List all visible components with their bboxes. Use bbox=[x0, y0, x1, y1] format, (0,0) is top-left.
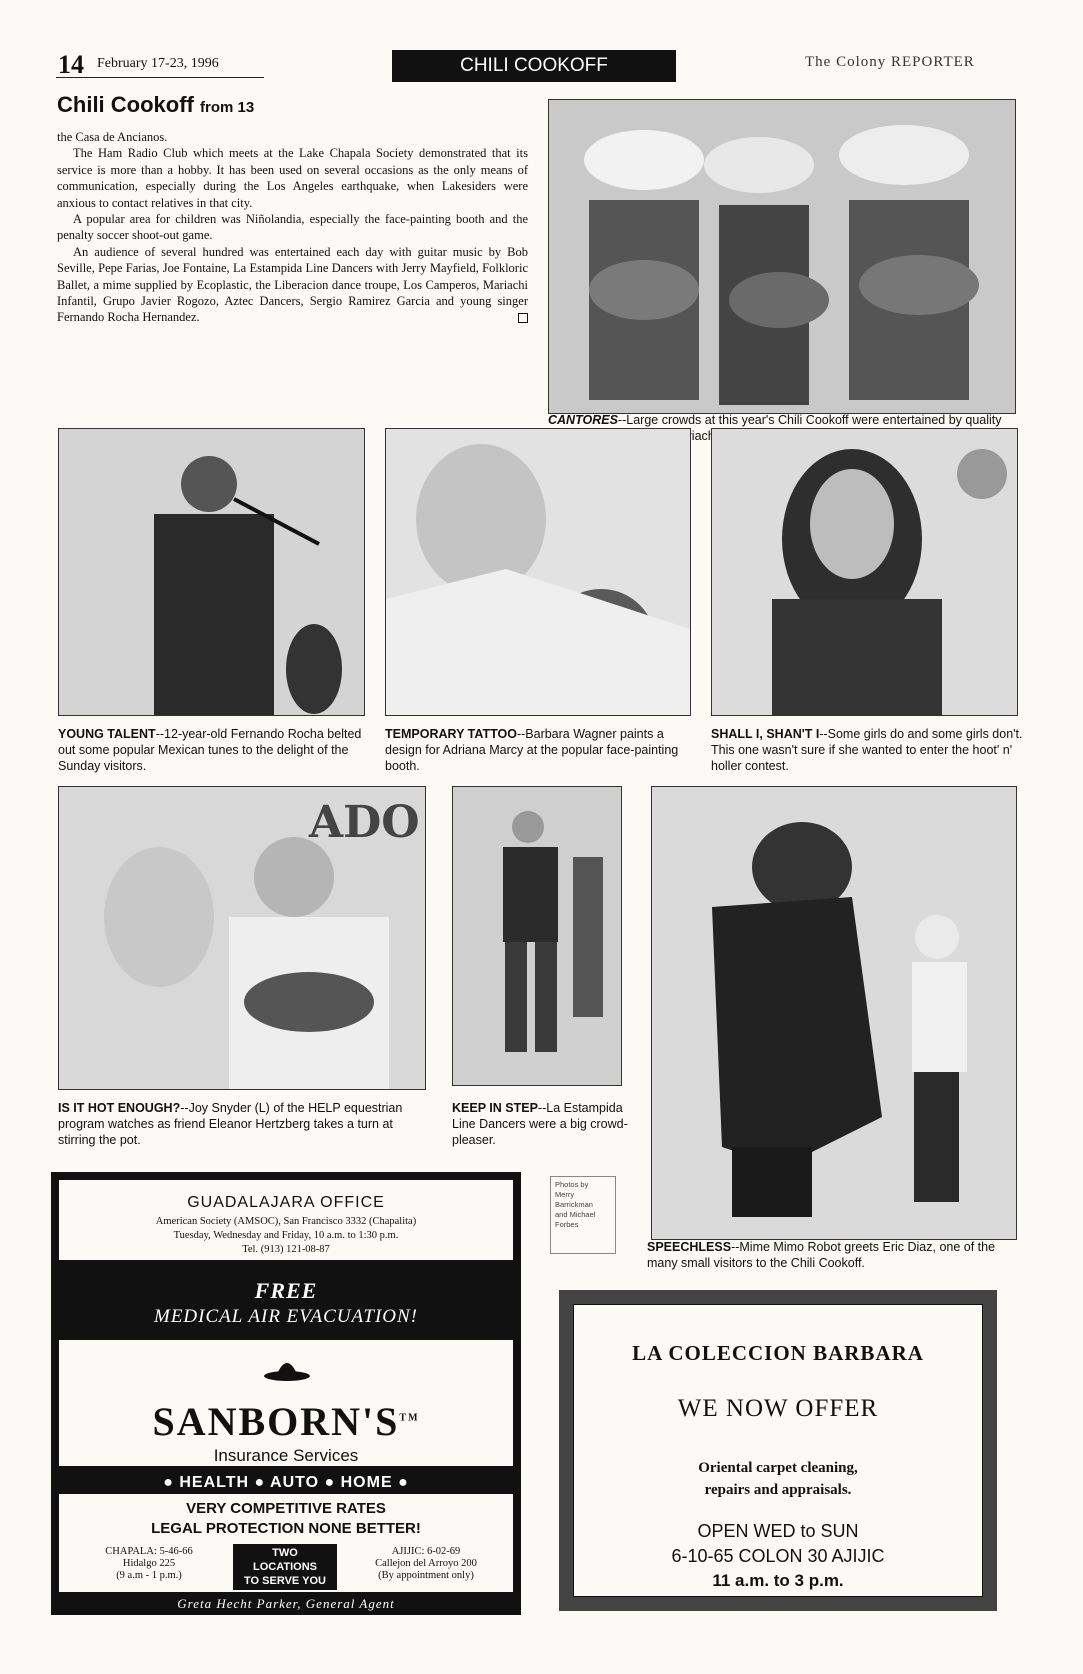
photo-temporary-tattoo bbox=[385, 428, 691, 716]
air-evacuation-text: MEDICAL AIR EVACUATION! bbox=[154, 1306, 418, 1327]
office-title: GUADALAJARA OFFICE bbox=[187, 1194, 385, 1211]
legal-text: LEGAL PROTECTION NONE BETTER! bbox=[151, 1520, 421, 1537]
rates-text: VERY COMPETITIVE RATES bbox=[186, 1500, 386, 1517]
caption-temporary-tattoo: TEMPORARY TATTOO--Barbara Wagner paints a design for Adriana Marcy at the popular face-painting booth. bbox=[385, 727, 679, 773]
barbara-open-days: OPEN WED to SUN bbox=[697, 1521, 859, 1541]
general-agent: Greta Hecht Parker, General Agent bbox=[177, 1596, 395, 1611]
ad-sanborns bbox=[51, 1172, 521, 1615]
barbara-address: 6-10-65 COLON 30 AJIJIC bbox=[671, 1546, 885, 1566]
chapala-location: CHAPALA: 5-46-66 Hidalgo 225 (9 a.m - 1 p.m.) bbox=[105, 1546, 193, 1581]
sombrero-icon bbox=[263, 1352, 311, 1382]
end-mark bbox=[518, 313, 528, 323]
barbara-services-2: repairs and appraisals. bbox=[704, 1482, 852, 1498]
locations-badge: TWO LOCATIONS TO SERVE YOU bbox=[233, 1544, 337, 1590]
barbara-time: 11 a.m. to 3 p.m. bbox=[712, 1571, 844, 1590]
office-hours: Tuesday, Wednesday and Friday, 10 a.m. to 1:30 p.m. bbox=[173, 1230, 399, 1241]
photo-mariachi-infantil bbox=[548, 99, 1016, 414]
office-phone: Tel. (913) 121-08-87 bbox=[242, 1244, 330, 1255]
continued-from: from 13 bbox=[200, 99, 255, 116]
header-rule bbox=[56, 77, 264, 78]
paper-name: The Colony REPORTER bbox=[805, 54, 975, 70]
ad-frame bbox=[573, 1304, 983, 1597]
barbara-services: Oriental carpet cleaning, bbox=[698, 1460, 858, 1476]
section-banner: CHILI COOKOFF bbox=[392, 50, 676, 82]
headline bbox=[57, 92, 254, 118]
caption-hot-enough: IS IT HOT ENOUGH?--Joy Snyder (L) of the HELP equestrian program watches as friend Eleanor Hertzberg takes a turn at stirring the pot. bbox=[58, 1101, 403, 1147]
article-paragraph: The Ham Radio Club which meets at the Lake Chapala Society demonstrated that its service is more than a hobby. It has been used on several occasions as the only means of communication, especially during the Los Angeles earthquake, when Lakesiders were anxious to contact relatives in that city. bbox=[57, 146, 528, 210]
office-address: American Society (AMSOC), San Francisco 3332 (Chapalita) bbox=[155, 1216, 417, 1227]
issue-date: February 17-23, 1996 bbox=[97, 56, 219, 71]
caption-shall-i: SHALL I, SHAN'T I--Some girls do and some girls don't. This one wasn't sure if she wanted to enter the hoot' n' holler contest. bbox=[711, 727, 1023, 773]
barbara-title: LA COLECCION BARBARA bbox=[632, 1341, 924, 1365]
article-paragraph: the Casa de Ancianos. bbox=[57, 130, 168, 144]
photo-credits: Photos by Merry Barrickman and Michael Forbes bbox=[550, 1176, 616, 1254]
photo-young-talent bbox=[58, 428, 365, 716]
photo-keep-in-step bbox=[452, 786, 622, 1086]
free-text: FREE bbox=[254, 1278, 318, 1303]
coverage-list: ● HEALTH ● AUTO ● HOME ● bbox=[163, 1474, 409, 1491]
article-paragraph: An audience of several hundred was entertained each day with guitar music by Bob Seville, Pepe Farias, Joe Fontaine, La Estampida Line Dancers with Jerry Mayfield, Folkloric Ballet, a mime supplied by Ecoplastic, the Liberacion dance troupe, Los Camperos, Mariachi Infantil, Grupo Javier Rogozo, Aztec Dancers, Sergio Ramirez Garcia and young singer Fernando Rocha Hernandez. bbox=[57, 244, 528, 325]
caption-keep-in-step: KEEP IN STEP--La Estampida Line Dancers were a big crowd-pleaser. bbox=[452, 1101, 628, 1147]
guadalajara-office-box bbox=[59, 1180, 513, 1260]
caption-young-talent: YOUNG TALENT--12-year-old Fernando Rocha belted out some popular Mexican tunes to the delight of the Sunday visitors. bbox=[58, 727, 362, 773]
caption-speechless: SPEECHLESS--Mime Mimo Robot greets Eric Diaz, one of the many small visitors to the Chili Cookoff. bbox=[647, 1240, 996, 1270]
ajijic-location: AJIJIC: 6-02-69 Callejon del Arroyo 200 (By appointment only) bbox=[375, 1546, 477, 1581]
page-number: 14 bbox=[58, 50, 84, 79]
article-paragraph: A popular area for children was Niñolandia, especially the face-painting booth and the penalty soccer shoot-out game. bbox=[57, 212, 528, 243]
photo-shall-i bbox=[711, 428, 1018, 716]
ad-la-coleccion-barbara bbox=[559, 1290, 997, 1611]
barbara-offer: WE NOW OFFER bbox=[677, 1395, 879, 1422]
insurance-services: Insurance Services bbox=[213, 1446, 359, 1465]
caption-cantores: CANTORES--Large crowds at this year's Chili Cookoff were entertained by quality Mariachi bbox=[548, 413, 1002, 443]
photo-hot-enough bbox=[58, 786, 426, 1090]
photo-banner-text: ADO bbox=[309, 797, 420, 848]
headline-title: Chili Cookoff bbox=[57, 92, 194, 117]
photo-speechless bbox=[651, 786, 1017, 1240]
article-body bbox=[57, 129, 528, 326]
sanborns-logo: SANBORN'S™ bbox=[152, 1399, 420, 1444]
